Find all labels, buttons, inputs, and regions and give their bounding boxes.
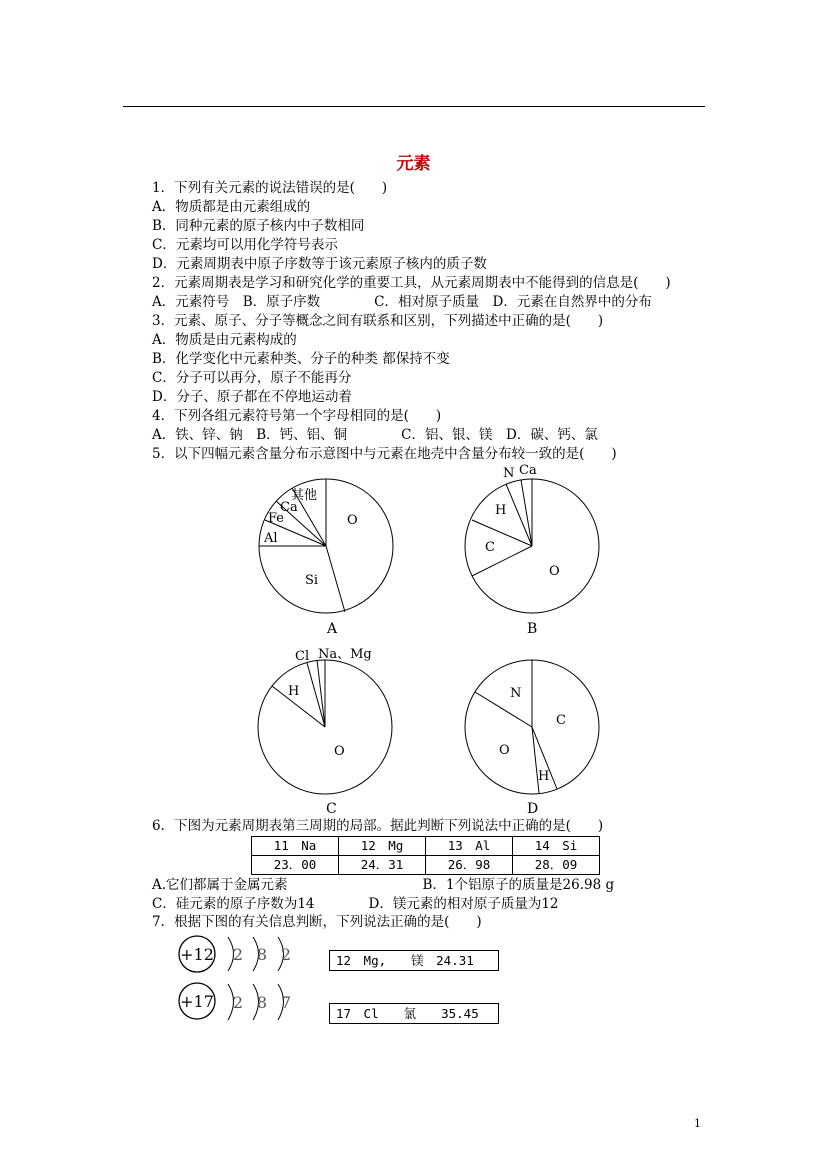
pie-d-label: D [527, 801, 539, 817]
pie-a-label: A [327, 621, 338, 637]
pie-chart-c [250, 642, 410, 802]
q6-options-ab: A.它们都属于金属元素 B．1个铝原子的质量是26.98 g [152, 877, 615, 893]
pie-b-slice-h: H [495, 503, 507, 518]
q1-option-d: D．元素周期表中原子序数等于该元素原子核内的质子数 [152, 256, 487, 272]
cell-al: 13 Al [426, 837, 513, 856]
q3-option-a: A．物质是由元素构成的 [152, 332, 297, 348]
page-number: 1 [694, 1117, 701, 1130]
cell-mg: 12 Mg [339, 837, 426, 856]
pie-b-label: B [527, 621, 538, 637]
svg-text:+17: +17 [180, 992, 214, 1011]
atom-structure-cl [175, 979, 300, 1025]
element-box-mg: 12 Mg, 镁 24.31 [329, 950, 499, 971]
q6-options-cd: C．硅元素的原子序数为14 D．镁元素的相对原子质量为12 [152, 896, 559, 912]
svg-text:2: 2 [232, 993, 244, 1012]
svg-text:8: 8 [256, 993, 268, 1012]
q5-stem: 5．以下四幅元素含量分布示意图中与元素在地壳中含量分布较一致的是( ) [152, 446, 617, 462]
pie-c-slice-o: O [334, 744, 345, 759]
pie-d-slice-o: O [499, 743, 510, 758]
q7-stem: 7．根据下图的有关信息判断，下列说法正确的是( ) [152, 914, 482, 930]
q4-stem: 4．下列各组元素符号第一个字母相同的是( ) [152, 408, 442, 424]
svg-text:2: 2 [232, 945, 244, 964]
mass-na: 23．00 [252, 856, 339, 875]
pie-c-slice-h: H [288, 684, 300, 699]
pie-b-slice-ca: Ca [519, 463, 537, 478]
pie-a-slice-si: Si [305, 573, 319, 588]
pie-b-slice-n: N [503, 466, 515, 481]
pie-c-label: C [326, 801, 337, 817]
pie-c-slice-cl: Cl [295, 649, 310, 664]
q3-option-b: B．化学变化中元素种类、分子的种类 都保持不变 [152, 351, 450, 367]
header-rule [123, 106, 705, 107]
q2-stem: 2．元素周期表是学习和研究化学的重要工具，从元素周期表中不能得到的信息是( ) [152, 275, 671, 291]
pie-a-slice-fe: Fe [268, 511, 285, 526]
atom-structure-mg [175, 932, 300, 976]
q1-option-a: A．物质都是由元素组成的 [152, 199, 311, 215]
mass-mg: 24．31 [339, 856, 426, 875]
mass-si: 28．09 [513, 856, 600, 875]
cell-na: 11 Na [252, 837, 339, 856]
q1-option-c: C．元素均可以用化学符号表示 [152, 237, 338, 253]
svg-text:2: 2 [280, 945, 292, 964]
pie-c-slice-na-mg: Na、Mg [318, 647, 372, 662]
pie-a-slice-other: 其他 [291, 488, 318, 503]
q1-option-b: B．同种元素的原子核内中子数相同 [152, 218, 365, 234]
q3-option-d: D．分子、原子都在不停地运动着 [152, 389, 352, 405]
pie-a-slice-o: O [347, 513, 358, 528]
pie-a-slice-al: Al [264, 531, 278, 546]
pie-d-slice-n: N [510, 686, 522, 701]
mass-al: 26．98 [426, 856, 513, 875]
svg-text:+12: +12 [180, 945, 214, 964]
element-box-cl: 17 Cl 氯 35.45 [329, 1003, 499, 1024]
pie-a-slice-ca: Ca [280, 500, 298, 515]
q2-options: A．元素符号 B．原子序数 C．相对原子质量 D．元素在自然界中的分布 [152, 294, 652, 310]
svg-text:7: 7 [280, 993, 292, 1012]
pie-d-slice-c: C [556, 713, 566, 728]
pie-b-slice-c: C [485, 540, 495, 555]
q4-options: A．铁、锌、钠 B．钙、铝、铜 C．铝、银、镁 D．碳、钙、氯 [152, 427, 598, 443]
q1-stem: 1．下列有关元素的说法错误的是( ) [152, 180, 388, 196]
pie-chart-b [455, 458, 615, 623]
q3-option-c: C．分子可以再分，原子不能再分 [152, 370, 352, 386]
pie-b-slice-o: O [549, 564, 560, 579]
pie-d-slice-h: H [538, 769, 550, 784]
q3-stem: 3．元素、原子、分子等概念之间有联系和区别，下列描述中正确的是( ) [152, 313, 604, 329]
pie-chart-a [250, 470, 400, 620]
cell-si: 14 Si [513, 837, 600, 856]
periodic-table-fragment [251, 836, 600, 875]
pie-chart-d [455, 650, 615, 805]
page-title: 元素 [396, 154, 431, 174]
q6-stem: 6．下图为元素周期表第三周期的局部。据此判断下列说法中正确的是( ) [152, 818, 604, 834]
svg-text:8: 8 [256, 945, 268, 964]
